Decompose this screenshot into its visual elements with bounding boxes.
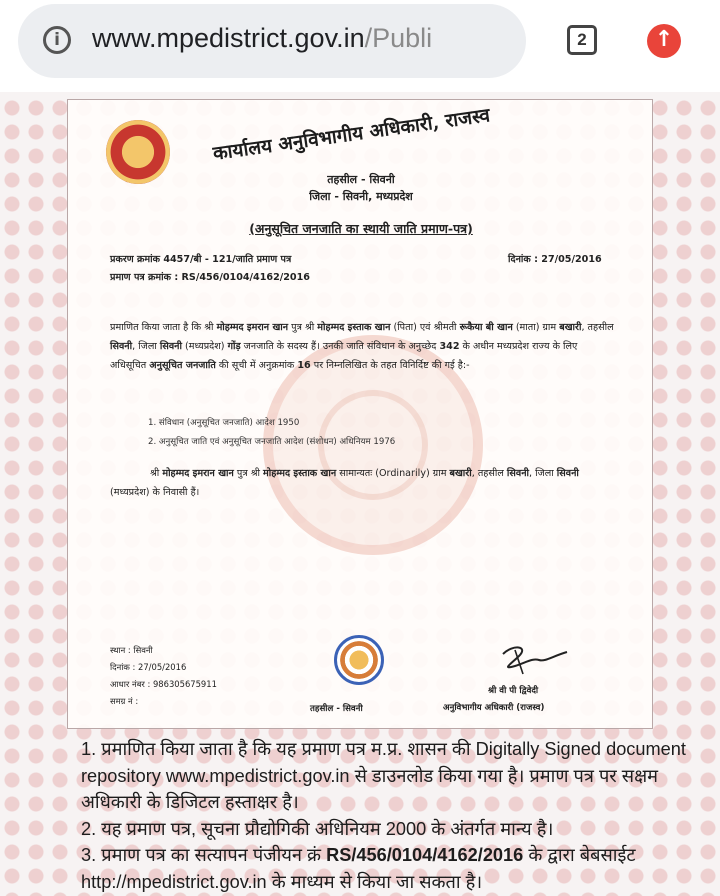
url-path: /Publi: [364, 23, 433, 53]
certificate-document: [67, 99, 653, 729]
tab-switcher-icon[interactable]: 2: [567, 25, 597, 55]
certificate-type: (अनुसूचित जनजाति का स्थायी जाति प्रमाण-पत्र): [249, 221, 473, 236]
browser-toolbar: [0, 0, 720, 92]
place-line: स्थान : सिवनी: [110, 645, 153, 655]
signature-icon: [493, 640, 573, 680]
certificate-number: प्रमाण पत्र क्रमांक : RS/456/0104/4162/2016: [110, 272, 310, 283]
tehsil-line: तहसील - सिवनी: [327, 173, 395, 186]
issue-date: दिनांक : 27/05/2016: [508, 254, 602, 265]
seal-caption: तहसील - सिवनी: [310, 704, 363, 714]
office-title: कार्यालय अनुविभागीय अधिकारी, राजस्व: [211, 104, 492, 165]
footer-date: दिनांक : 27/05/2016: [110, 662, 187, 672]
url-text[interactable]: [92, 23, 512, 54]
case-number: प्रकरण क्रमांक 4457/बी - 121/जाति प्रमाण पत्र: [110, 254, 292, 265]
registration-number: RS/456/0104/4162/2016: [326, 845, 524, 865]
note-item: 2. यह प्रमाण पत्र, सूचना प्रौद्योगिकी अधिनियम 2000 के अंतर्गत मान्य है।: [81, 818, 554, 839]
update-arrow-icon[interactable]: ↑: [647, 24, 681, 58]
signer-name: श्री वी पी द्विवेदी: [488, 686, 539, 696]
note-item: 3. प्रमाण पत्र का सत्यापन पंजीयन क्रं RS/456/0104/4162/2016 के द्वारा बेबसाईट http://mpedistrict.gov.in के माध्यम से किया जा सकता है।: [81, 845, 636, 892]
order-item: 2. अनुसूचित जाति एवं अनुसूचित जनजाति आदेश (संशोधन) अधिनियम 1976: [148, 437, 396, 447]
aadhaar-number: आधार नंबर : 986305675911: [110, 679, 217, 689]
verification-notes: [81, 736, 701, 895]
signer-title: अनुविभागीय अधिकारी (राजस्व): [443, 703, 545, 713]
info-icon[interactable]: i: [43, 26, 71, 54]
tehsil-seal-icon: [334, 635, 384, 685]
district-line: जिला - सिवनी, मध्यप्रदेश: [309, 190, 413, 203]
samagra-number: समग्र नं :: [110, 696, 139, 706]
residence-paragraph: श्री मोहम्मद इमरान खान पुत्र श्री मोहम्मद इस्ताक खान सामान्यतः (Ordinarily) ग्राम बखारी, तहसील सिवनी, जिला सिवनी (मध्यप्रदेश) के निवासी हैं।: [110, 468, 579, 498]
certification-paragraph: प्रमाणित किया जाता है कि श्री मोहम्मद इमरान खान पुत्र श्री मोहम्मद इस्ताक खान (पिता) एवं श्रीमती रूकैया बी खान (माता) ग्राम बखारी, तहसील सिवनी, जिला सिवनी (मध्यप्रदेश) गोंड़ जनजाति के सदस्य हैं। उनकी जाति संविधान के अनुच्छेद 342 के अधीन मध्यप्रदेश राज्य के लिए अधिसूचित अनुसूचित जनजाति की सूची में अनुक्रमांक 16 पर निम्नलिखित के तहत विनिर्दिष्ट की गई है:-: [110, 322, 614, 371]
note-item: 1. प्रमाणित किया जाता है कि यह प्रमाण पत्र म.प्र. शासन की Digitally Signed document repository www.mpedistrict.gov.in से डाउनलोड किया गया है। प्रमाण पत्र पर सक्षम अधिकारी के डिजिटल हस्ताक्षर है।: [81, 739, 686, 812]
url-host: www.mpedistrict.gov.in: [92, 23, 365, 53]
address-bar[interactable]: [18, 4, 526, 78]
order-item: 1. संविधान (अनुसूचित जनजाति) आदेश 1950: [148, 418, 300, 428]
